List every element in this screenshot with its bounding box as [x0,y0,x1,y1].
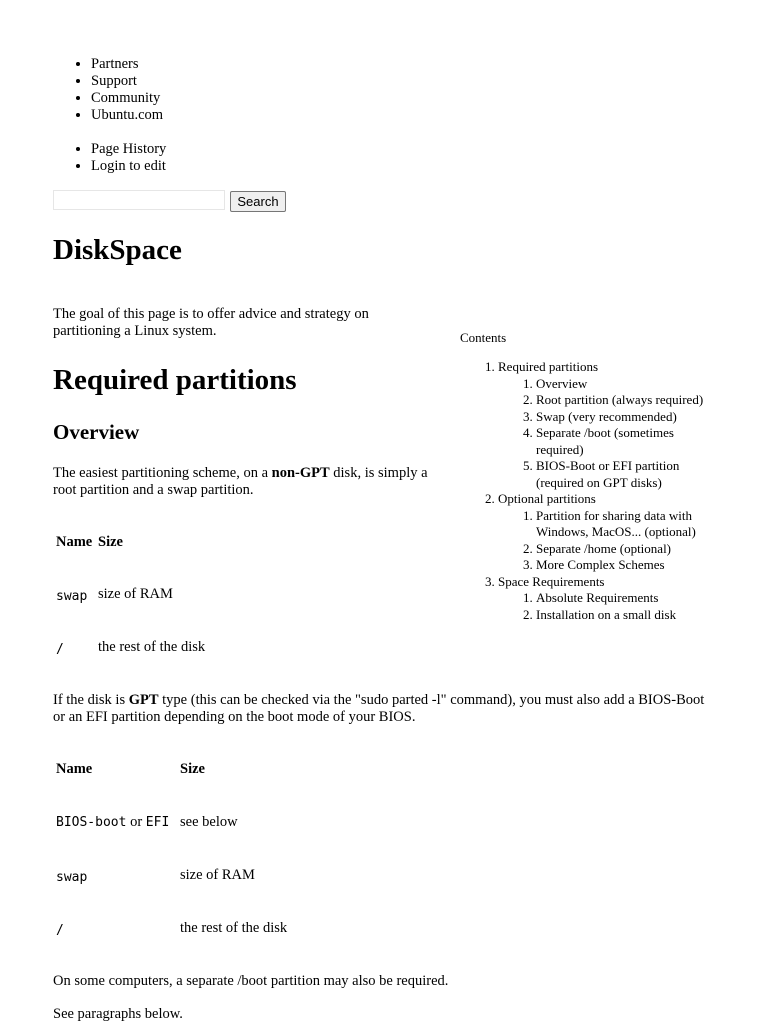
nav-link-partners[interactable]: • Partners [91,56,163,73]
table-header-size: Size [180,761,205,777]
toc-subitem[interactable]: 1. Partition for sharing data with Windows, MacOS... (optional) [536,508,720,541]
see-below-paragraph: See paragraphs below. [53,1006,183,1022]
toc-subitem[interactable]: 2. Separate /home (optional) [536,541,720,558]
table-cell-size: see below [180,814,238,830]
toc-subitem[interactable]: 2. Root partition (always required) [536,392,720,409]
toc-subitem[interactable]: 4. Separate /boot (sometimes required) [536,425,720,458]
toc-subitem[interactable]: 3. Swap (very recommended) [536,409,720,426]
section-heading-required-partitions: Required partitions [53,364,297,396]
table-cell-name: swap [56,589,88,604]
table-cell-name: BIOS-boot or EFI [56,814,170,830]
table-cell-size: size of RAM [98,586,173,602]
nav-link-login-to-edit[interactable]: • Login to edit [91,158,166,175]
nav-link-page-history[interactable]: • Page History [91,141,166,158]
toc-item[interactable]: 2. Optional partitions 1. Partition for sharing data with Windows, MacOS... (optional) 2. Separate /home (optional) 3. More Complex Schemes [498,491,720,574]
table-cell-name: / [56,642,64,657]
toc-subitem[interactable]: 3. More Complex Schemes [536,557,720,574]
table-cell-name: / [56,923,64,938]
toc-subitem[interactable]: 5. BIOS-Boot or EFI partition (required on GPT disks) [536,458,720,491]
boot-paragraph: On some computers, a separate /boot partition may also be required. [53,973,449,989]
subsection-heading-overview: Overview [53,420,140,444]
toc-item[interactable]: 1. Required partitions 1. Overview 2. Root partition (always required) 3. Swap (very recommended) 4. Separate /boot (sometimes required) 5. BIOS-Boot or EFI partition (required on GPT disks) [498,359,720,491]
table-cell-size: the rest of the disk [180,920,288,936]
table-header-size: Size [98,534,123,550]
nav-link-ubuntu-com[interactable]: • Ubuntu.com [91,107,163,124]
overview-paragraph: The easiest partitioning scheme, on a non-GPT disk, is simply a root partition and a swap partition. [53,465,428,498]
search-input[interactable] [53,190,225,210]
page-actions-nav [53,141,166,175]
page-title: DiskSpace [53,234,182,266]
table-cell-name: swap [56,870,88,885]
table-header-name: Name [56,534,93,550]
primary-nav [53,56,163,124]
toc-subitem[interactable]: 2. Installation on a small disk [536,607,720,624]
table-cell-size: the rest of the disk [98,639,206,655]
toc-item[interactable]: 3. Space Requirements 1. Absolute Requirements 2. Installation on a small disk [498,574,720,624]
nav-link-support[interactable]: • Support [91,73,163,90]
intro-paragraph: The goal of this page is to offer advice and strategy on partitioning a Linux system. [53,306,369,339]
toc-subitem[interactable]: 1. Overview [536,376,720,393]
toc-subitem[interactable]: 1. Absolute Requirements [536,590,720,607]
table-header-name: Name [56,761,93,777]
contents-title: Contents [460,330,507,345]
table-of-contents [460,359,720,623]
gpt-paragraph: If the disk is GPT type (this can be checked via the "sudo parted -l" command), you must also add a BIOS-Boot or an EFI partition depending on the boot mode of your BIOS. [53,692,705,725]
table-cell-size: size of RAM [180,867,255,883]
search-button[interactable]: Search [230,191,286,212]
nav-link-community[interactable]: • Community [91,90,163,107]
